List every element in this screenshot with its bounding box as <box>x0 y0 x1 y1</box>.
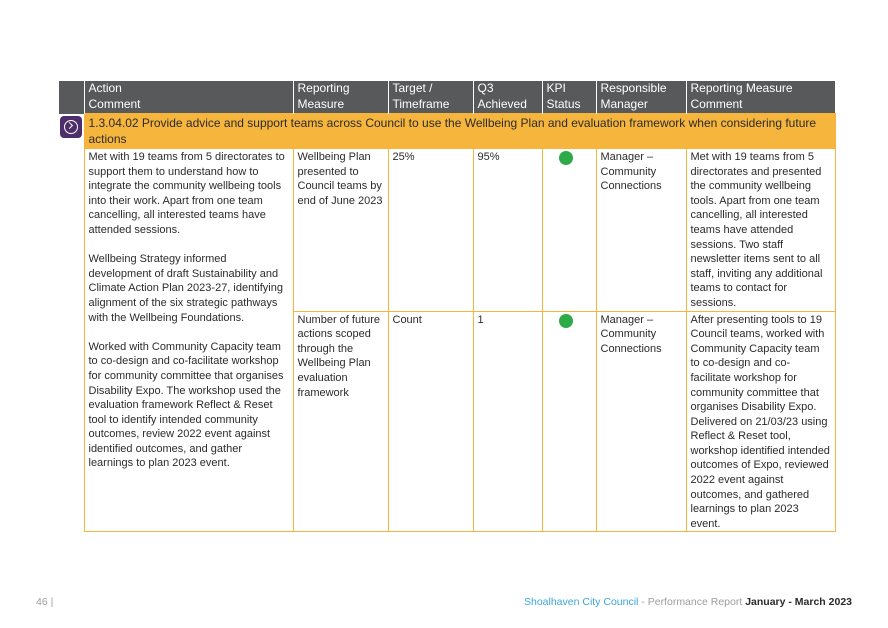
reporting-measure: Wellbeing Plan presented to Council teams by end of June 2023 <box>293 149 388 312</box>
header-reporting-measure <box>293 81 388 114</box>
header-label-line2: Timeframe <box>392 96 450 111</box>
action-comment <box>84 149 293 532</box>
header-label-line2: Manager <box>600 96 648 111</box>
q3-achieved: 1 <box>473 311 542 532</box>
report-footer-title <box>524 596 852 608</box>
action-comment-paragraph: Met with 19 teams from 5 directorates to support them to understand how to integrate the community wellbeing tools into their work. Apart from one team cancelling, all interested teams have attended sessions. <box>88 151 285 236</box>
action-icon-cell <box>59 114 84 149</box>
header-action-comment <box>84 81 293 114</box>
responsible-manager: Manager – Community Connections <box>596 311 686 532</box>
kpi-status <box>542 311 596 532</box>
kpi-status <box>542 149 596 312</box>
table-row <box>59 149 835 312</box>
header-label-line2: Comment <box>690 96 743 111</box>
header-target-timeframe <box>388 81 473 114</box>
row-spacer <box>59 149 84 532</box>
header-label-line1: Reporting <box>297 81 350 95</box>
header-label-line1: KPI <box>546 81 566 95</box>
responsible-manager: Manager – Community Connections <box>596 149 686 312</box>
header-label-line1: Action <box>88 81 122 95</box>
header-label-line2: Comment <box>88 96 141 111</box>
chevron-right-circle-icon[interactable] <box>60 116 82 138</box>
header-reporting-measure-comment <box>686 81 835 114</box>
header-label-line1: Target / <box>392 81 433 95</box>
header-label-line2: Achieved <box>477 96 527 111</box>
header-label-line1: Reporting Measure <box>690 81 793 95</box>
organisation-name: Shoalhaven City Council <box>523 596 639 608</box>
kpi-status-green-icon <box>559 314 573 328</box>
header-label-line1: Responsible <box>600 81 667 95</box>
reporting-measure-comment: After presenting tools to 19 Council teams, worked with Community Capacity team to co-design and co-facilitate workshop for community committee that organises Disability Expo. Delivered on 21/03/23 using Reflect & Reset tool, workshop identified intended outcomes of Expo, reviewed 2022 event against outcomes, and gathered learnings to plan 2023 event. <box>686 311 835 532</box>
action-title: 1.3.04.02 Provide advice and support teams across Council to use the Wellbeing Plan and evaluation framework when considering future actions <box>84 114 835 149</box>
header-responsible-manager <box>596 81 686 114</box>
header-label-line1: Q3 <box>477 81 494 95</box>
header-label-line2: Status <box>546 96 581 111</box>
q3-achieved: 95% <box>473 149 542 312</box>
target-timeframe: Count <box>388 311 473 532</box>
report-name: - Performance Report <box>638 596 746 608</box>
header-kpi-status <box>542 81 596 114</box>
reporting-measure: Number of future actions scoped through the Wellbeing Plan evaluation framework <box>293 311 388 532</box>
header-spacer <box>59 81 84 114</box>
header-label-line2: Measure <box>297 96 345 111</box>
report-period: January - March 2023 <box>745 596 852 608</box>
kpi-status-green-icon <box>559 151 573 165</box>
page-number <box>36 596 53 608</box>
performance-table <box>59 81 836 532</box>
page-separator: | <box>50 596 54 608</box>
action-title-row <box>59 114 835 149</box>
table-header-row <box>59 81 835 114</box>
action-comment-paragraph: Wellbeing Strategy informed development of draft Sustainability and Climate Action Plan 2023-27, identifying alignment of the six strategic pathways with the Wellbeing Foundations. <box>88 253 283 324</box>
reporting-measure-comment: Met with 19 teams from 5 directorates and presented the community wellbeing tools. Apart from one team cancelling, all interested teams have attended sessions. Two staff newsletter items sent to all staff, inviting any additional teams to contact for sessions. <box>686 149 835 312</box>
action-comment-paragraph: Worked with Community Capacity team to co-design and co-facilitate workshop for community committee that organises Disability Expo. The workshop used the evaluation framework Reflect & Reset tool to identify intended community outcomes, review 2022 event against identified outcomes, and gather learnings to plan 2023 event. <box>88 340 284 470</box>
header-q3-achieved <box>473 81 542 114</box>
page-number-value: 46 <box>36 596 48 608</box>
target-timeframe: 25% <box>388 149 473 312</box>
